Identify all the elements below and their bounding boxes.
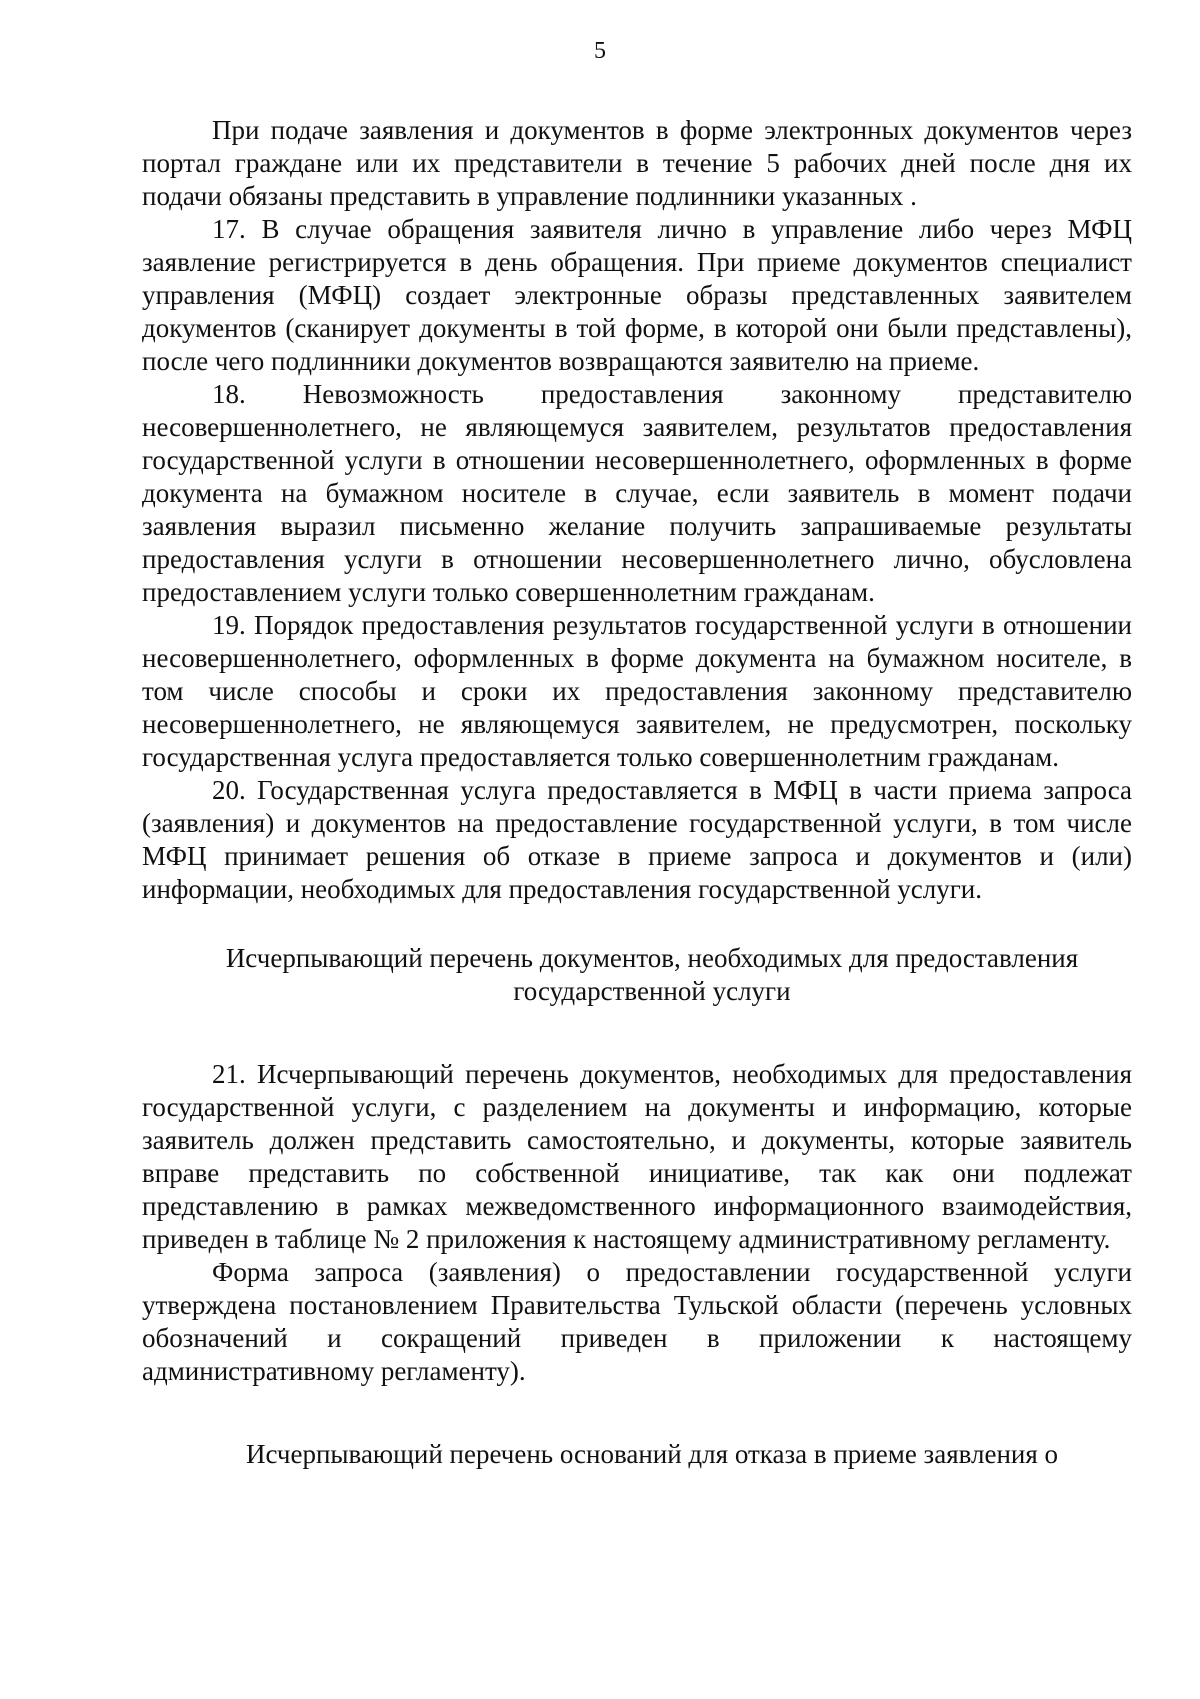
document-body bbox=[142, 114, 1132, 1471]
spacer bbox=[142, 1388, 1132, 1438]
spacer bbox=[142, 906, 1132, 942]
paragraph-electronic-submission: При подаче заявления и документов в форме электронных документов через портал граждане или их представители в течение 5 рабочих дней после дня их подачи обязаны представить в управление подлинники указанных . bbox=[142, 115, 1132, 211]
paragraph-19: 19. Порядок предоставления результатов государственной услуги в отношении несовершеннолетнего, оформленных в форме документа на бумажном носителе, в том числе способы и сроки их предоставления законному представителю несовершеннолетнего, не являющемуся заявителем, не предусмотрен, поскольку государственная услуга предоставляется только совершеннолетним гражданам. bbox=[142, 610, 1132, 772]
paragraph-21: 21. Исчерпывающий перечень документов, необходимых для предоставления государственной услуги, с разделением на документы и информацию, которые заявитель должен представить самостоятельно, и документы, которые заявитель вправе представить по собственной инициативе, так как они подлежат представлению в рамках межведомственного информационного взаимодействия, приведен в таблице № 2 приложения к настоящему административному регламенту. bbox=[142, 1059, 1132, 1254]
spacer bbox=[142, 1008, 1132, 1058]
section-heading-refusal-grounds: Исчерпывающий перечень оснований для отказа в приеме заявления о bbox=[245, 1439, 1059, 1469]
paragraph-18: 18. Невозможность предоставления законному представителю несовершеннолетнего, не являющемуся заявителем, результатов предоставления государственной услуги в отношении несовершеннолетнего, оформленных в форме документа на бумажном носителе в случае, если заявитель в момент подачи заявления выразил письменно желание получить запрашиваемые результаты предоставления услуги в отношении несовершеннолетнего лично, обусловлена предоставлением услуги только совершеннолетним гражданам. bbox=[142, 379, 1132, 607]
paragraph-17: 17. В случае обращения заявителя лично в управление либо через МФЦ заявление регистрируется в день обращения. При приеме документов специалист управления (МФЦ) создает электронные образы представленных заявителем документов (сканирует документы в той форме, в которой они были представлены), после чего подлинники документов возвращаются заявителю на приеме. bbox=[142, 214, 1132, 376]
page-number: 5 bbox=[594, 38, 606, 64]
paragraph-request-form: Форма запроса (заявления) о предоставлении государственной услуги утверждена постановлением Правительства Тульской области (перечень условных обозначений и сокращений приведен в приложении к настоящему административному регламенту). bbox=[142, 1257, 1132, 1386]
section-heading-documents: Исчерпывающий перечень документов, необходимых для предоставления государственной услуги bbox=[225, 943, 1079, 1006]
paragraph-20: 20. Государственная услуга предоставляется в МФЦ в части приема запроса (заявления) и документов на предоставление государственной услуги, в том числе МФЦ принимает решения об отказе в приеме запроса и документов и (или) информации, необходимых для предоставления государственной услуги. bbox=[142, 775, 1132, 904]
